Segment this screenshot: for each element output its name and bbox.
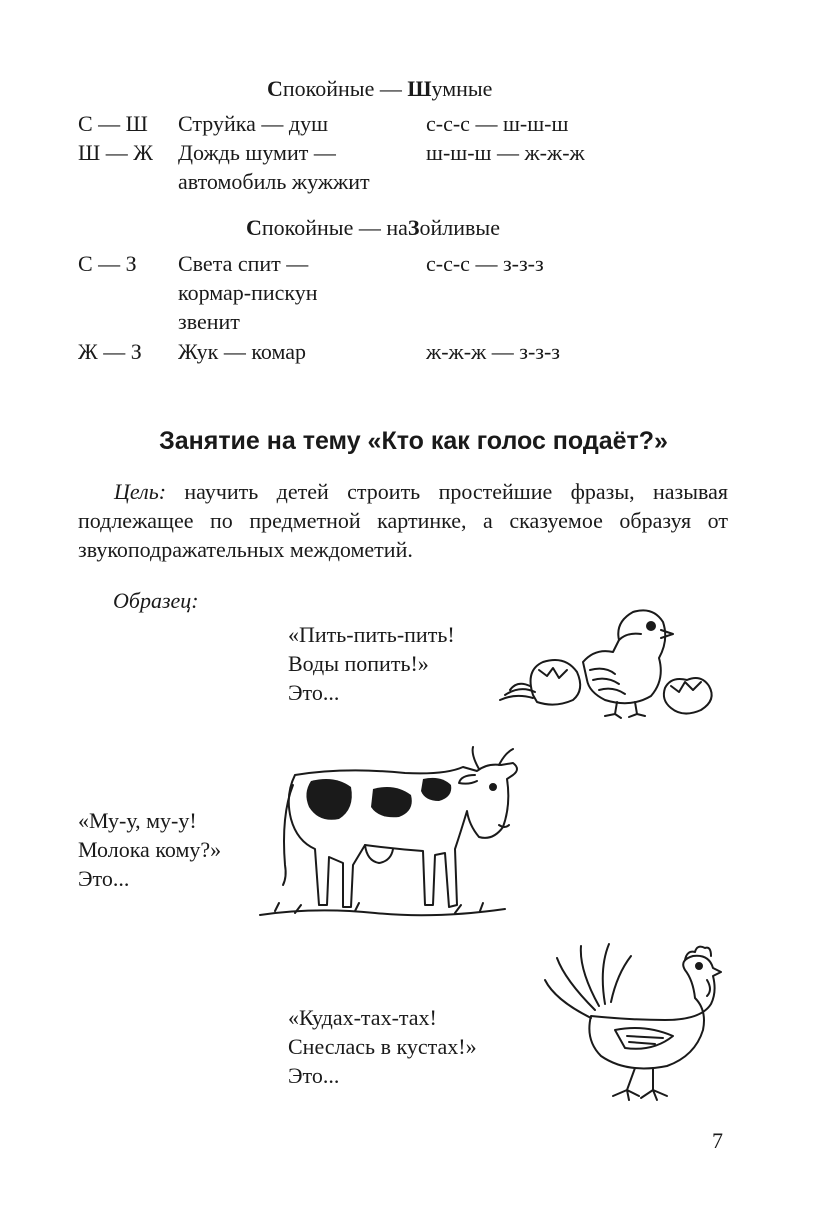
sound-pair-label: С — З xyxy=(78,251,137,276)
sound-pair-label: Ш — Ж xyxy=(78,140,153,165)
heading-text: покойные — на xyxy=(261,215,408,240)
page-number: 7 xyxy=(712,1128,723,1153)
sound-example: с-с-с — з-з-з xyxy=(426,251,544,276)
chick-verse xyxy=(288,620,455,707)
verse-line: «Пить-пить-пить! xyxy=(288,622,455,647)
goal-text: научить детей строить простейшие фразы, называя подлежащее по предметной картинке, а сказуемое образуя от звукоподражательных междометий. xyxy=(78,479,728,562)
word-example: Дождь шумит — xyxy=(178,140,336,165)
word-example: Струйка — душ xyxy=(178,111,329,136)
heading-bold-letter: С xyxy=(267,76,283,101)
section-heading-calm-annoying xyxy=(246,213,500,242)
word-example-continued: кормар-пискун xyxy=(178,280,318,305)
sample-label: Образец: xyxy=(113,588,199,613)
verse-line: Это... xyxy=(78,866,130,891)
verse-line: Молока кому?» xyxy=(78,837,222,862)
sound-example: с-с-с — ш-ш-ш xyxy=(426,111,569,136)
hen-verse xyxy=(288,1003,477,1090)
goal-label: Цель: xyxy=(114,479,167,504)
cow-illustration xyxy=(255,745,525,925)
heading-bold-letter: С xyxy=(246,215,262,240)
sound-pair-label: Ж — З xyxy=(78,339,142,364)
sound-example: ж-ж-ж — з-з-з xyxy=(426,339,560,364)
heading-text: ойливые xyxy=(419,215,500,240)
section-heading-calm-noisy xyxy=(267,74,492,103)
verse-line: «Му-у, му-у! xyxy=(78,808,197,833)
word-example-continued: звенит xyxy=(178,309,240,334)
lesson-goal-paragraph xyxy=(78,477,728,564)
chick-hatching-illustration xyxy=(495,600,725,720)
lesson-title: Занятие на тему «Кто как голос подаёт?» xyxy=(159,427,668,455)
sound-example: ш-ш-ш — ж-ж-ж xyxy=(426,140,585,165)
verse-line: Снеслась в кустах!» xyxy=(288,1034,477,1059)
word-example: Света спит — xyxy=(178,251,309,276)
heading-bold-letter: З xyxy=(407,215,420,240)
verse-line: Воды попить!» xyxy=(288,651,429,676)
verse-line: Это... xyxy=(288,1063,340,1088)
heading-bold-letter: Ш xyxy=(407,76,432,101)
cow-verse xyxy=(78,806,221,893)
word-example-continued: автомобиль жужжит xyxy=(178,169,370,194)
hen-illustration xyxy=(535,940,725,1105)
heading-text: покойные — xyxy=(282,76,408,101)
sound-pair-label: С — Ш xyxy=(78,111,148,136)
word-example: Жук — комар xyxy=(178,339,307,364)
verse-line: «Кудах-тах-тах! xyxy=(288,1005,437,1030)
verse-line: Это... xyxy=(288,680,340,705)
heading-text: умные xyxy=(431,76,493,101)
